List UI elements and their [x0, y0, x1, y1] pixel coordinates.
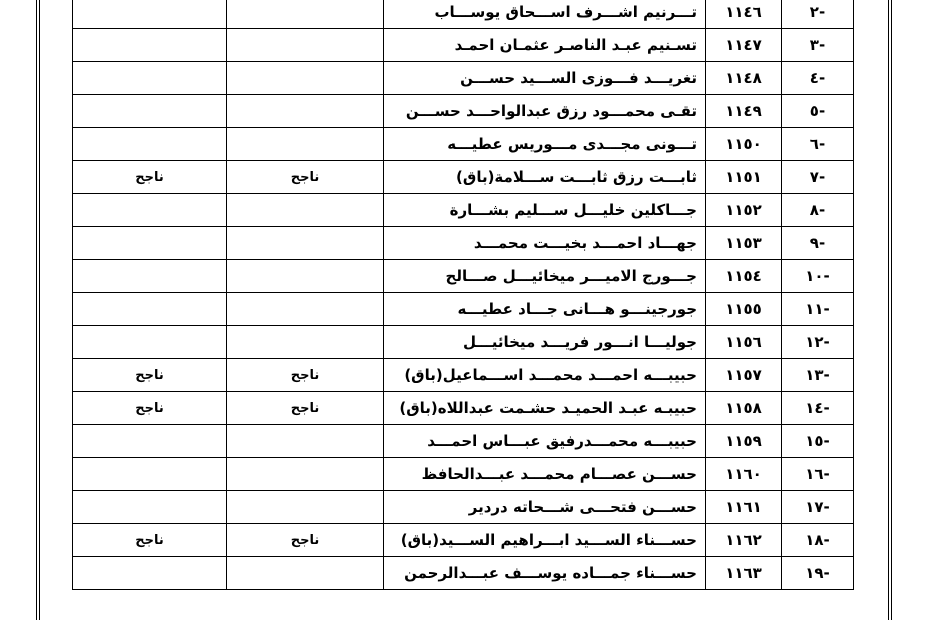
result-status-1: [227, 425, 384, 458]
student-name: جـــورج الاميـــر ميخائيـــل صـــالح: [384, 260, 706, 293]
student-name: ثابـــت رزق ثابـــت ســـلامة(باق): [384, 161, 706, 194]
page-border-right: [888, 0, 892, 620]
student-code: ١١٥٠: [706, 128, 782, 161]
student-code: ١١٦١: [706, 491, 782, 524]
result-status-2: ناجح: [73, 359, 227, 392]
student-code: ١١٥٤: [706, 260, 782, 293]
student-name: حســـناء الســـيد ابـــراهيم الســـيد(باق): [384, 524, 706, 557]
student-name: حســـن عصـــام محمـــد عبـــدالحافظ: [384, 458, 706, 491]
row-number: -١٦: [782, 458, 854, 491]
table-row: [73, 425, 854, 458]
result-status-2: [73, 260, 227, 293]
row-number: -١١: [782, 293, 854, 326]
result-status-1: ناجح: [227, 161, 384, 194]
table-row: [73, 0, 854, 29]
student-name: تسـنيم عبـد الناصـر عثمـان احمـد: [384, 29, 706, 62]
result-status-2: ناجح: [73, 392, 227, 425]
result-status-2: [73, 458, 227, 491]
row-number: -٩: [782, 227, 854, 260]
row-number: -١٥: [782, 425, 854, 458]
table-row: [73, 491, 854, 524]
student-code: ١١٦٠: [706, 458, 782, 491]
table-row: [73, 359, 854, 392]
table-row: [73, 62, 854, 95]
table-row: [73, 293, 854, 326]
student-code: ١١٦٣: [706, 557, 782, 590]
table-row: [73, 128, 854, 161]
result-status-1: [227, 557, 384, 590]
student-code: ١١٤٦: [706, 0, 782, 29]
student-code: ١١٥٦: [706, 326, 782, 359]
row-number: -٣: [782, 29, 854, 62]
result-status-1: [227, 128, 384, 161]
student-code: ١١٤٧: [706, 29, 782, 62]
result-status-1: ناجح: [227, 359, 384, 392]
row-number: -٨: [782, 194, 854, 227]
row-number: -٢: [782, 0, 854, 29]
student-code: ١١٥٩: [706, 425, 782, 458]
result-status-2: [73, 62, 227, 95]
result-status-1: [227, 458, 384, 491]
row-number: -١٠: [782, 260, 854, 293]
result-status-2: [73, 491, 227, 524]
table-row: [73, 524, 854, 557]
student-name: حســـن فتحـــى شـــحاته دردير: [384, 491, 706, 524]
table-row: [73, 95, 854, 128]
row-number: -٧: [782, 161, 854, 194]
student-name: جـــاكلين خليـــل ســـليم بشـــارة: [384, 194, 706, 227]
result-status-2: [73, 293, 227, 326]
result-status-2: [73, 95, 227, 128]
row-number: -١٣: [782, 359, 854, 392]
result-status-2: [73, 128, 227, 161]
result-status-2: [73, 326, 227, 359]
table-row: [73, 458, 854, 491]
table-row: [73, 161, 854, 194]
row-number: -٦: [782, 128, 854, 161]
student-code: ١١٥٣: [706, 227, 782, 260]
student-code: ١١٤٩: [706, 95, 782, 128]
row-number: -٤: [782, 62, 854, 95]
student-name: حبيبـه عبـد الحميـد حشـمت عبداللاه(باق): [384, 392, 706, 425]
student-name: جورجينـــو هـــانى جـــاد عطيـــه: [384, 293, 706, 326]
student-name: حبيبـــه احمـــد محمـــد اســـماعيل(باق): [384, 359, 706, 392]
student-code: ١١٥٨: [706, 392, 782, 425]
student-name: جوليـــا انـــور فريـــد ميخائيـــل: [384, 326, 706, 359]
result-status-2: [73, 29, 227, 62]
result-status-2: ناجح: [73, 524, 227, 557]
results-table-body: [73, 0, 854, 590]
result-status-2: [73, 557, 227, 590]
student-name: جهـــاد احمـــد بخيـــت محمـــد: [384, 227, 706, 260]
result-status-1: [227, 491, 384, 524]
student-code: ١١٤٨: [706, 62, 782, 95]
student-name: تـــونى مجـــدى مـــوريس عطيـــه: [384, 128, 706, 161]
result-status-1: [227, 326, 384, 359]
student-name: حســـناء جمـــاده يوســـف عبـــدالرحمن: [384, 557, 706, 590]
table-row: [73, 194, 854, 227]
result-status-2: [73, 425, 227, 458]
result-status-2: [73, 0, 227, 29]
student-name: حبيبـــه محمـــدرفيق عبـــاس احمـــد: [384, 425, 706, 458]
result-status-1: [227, 0, 384, 29]
student-code: ١١٦٢: [706, 524, 782, 557]
table-row: [73, 557, 854, 590]
student-name: تـــرنيم اشـــرف اســـحاق يوســـاب: [384, 0, 706, 29]
table-row: [73, 326, 854, 359]
result-status-1: [227, 95, 384, 128]
result-status-1: [227, 227, 384, 260]
table-row: [73, 29, 854, 62]
student-code: ١١٥١: [706, 161, 782, 194]
result-status-2: ناجح: [73, 161, 227, 194]
student-code: ١١٥٧: [706, 359, 782, 392]
result-status-1: [227, 293, 384, 326]
student-name: تقـى محمـــود رزق عبدالواحـــد حســـن: [384, 95, 706, 128]
table-row: [73, 227, 854, 260]
results-table: [72, 0, 854, 590]
row-number: -١٧: [782, 491, 854, 524]
result-status-1: [227, 194, 384, 227]
row-number: -١٨: [782, 524, 854, 557]
result-status-1: [227, 29, 384, 62]
result-status-1: ناجح: [227, 524, 384, 557]
student-name: تغريـــد فـــوزى الســـيد حســـن: [384, 62, 706, 95]
result-status-1: ناجح: [227, 392, 384, 425]
result-status-2: [73, 194, 227, 227]
row-number: -٥: [782, 95, 854, 128]
table-row: [73, 392, 854, 425]
row-number: -١٤: [782, 392, 854, 425]
table-row: [73, 260, 854, 293]
result-status-1: [227, 62, 384, 95]
student-code: ١١٥٢: [706, 194, 782, 227]
page-border-left: [36, 0, 40, 620]
result-status-2: [73, 227, 227, 260]
result-status-1: [227, 260, 384, 293]
row-number: -١٩: [782, 557, 854, 590]
student-code: ١١٥٥: [706, 293, 782, 326]
row-number: -١٢: [782, 326, 854, 359]
